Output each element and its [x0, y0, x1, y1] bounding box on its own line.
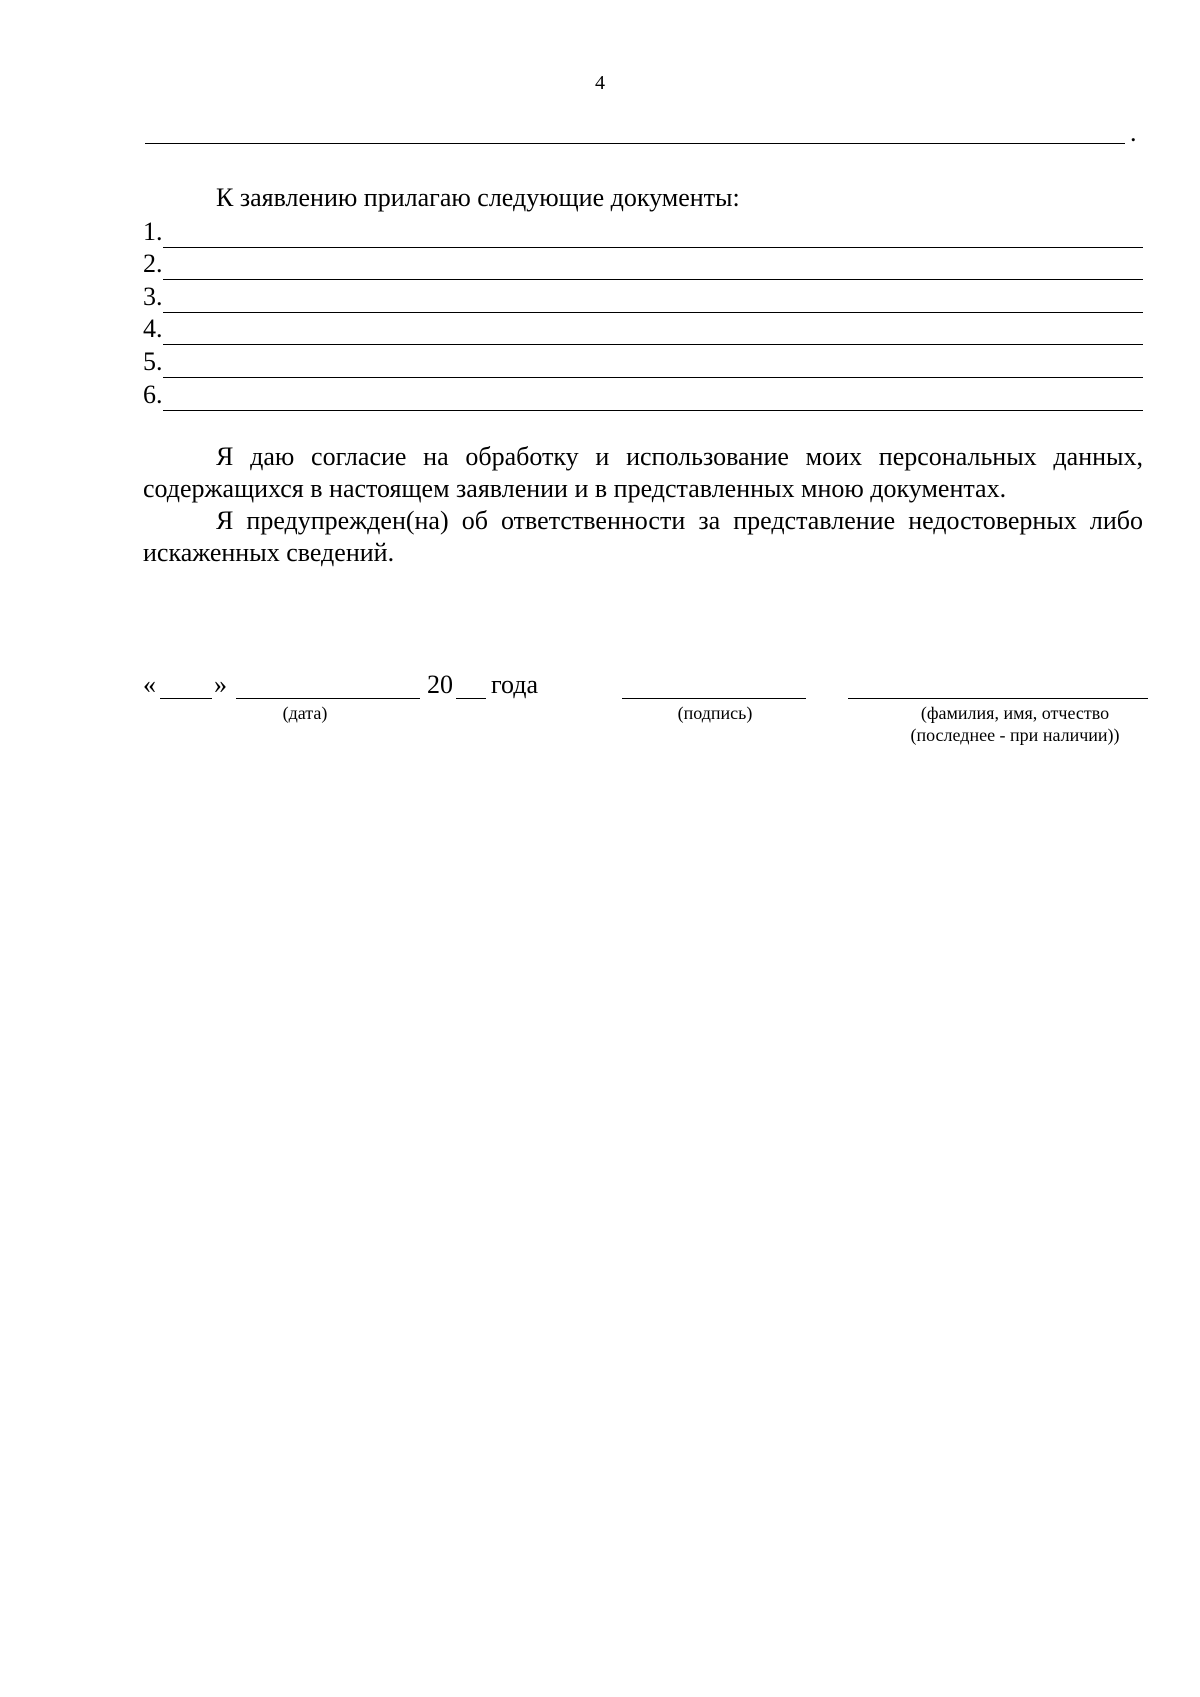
list-item — [143, 248, 1143, 281]
list-item — [143, 313, 1143, 346]
list-item-number: 3. — [143, 281, 163, 311]
signature-fill-line[interactable] — [622, 698, 806, 699]
list-item-fill-line[interactable] — [163, 279, 1144, 280]
date-caption: (дата) — [282, 703, 328, 723]
list-item — [143, 378, 1143, 411]
list-item-fill-line[interactable] — [163, 247, 1144, 248]
list-item — [143, 345, 1143, 378]
list-item-fill-line[interactable] — [163, 377, 1144, 378]
list-item-fill-line[interactable] — [163, 312, 1144, 313]
list-item-fill-line[interactable] — [163, 344, 1144, 345]
attachments-heading: К заявлению прилагаю следующие документы: — [216, 183, 740, 212]
list-item — [143, 215, 1143, 248]
liability-paragraph: Я предупрежден(на) об ответственности за представление недостоверных либо искаженных сведений. — [143, 506, 1143, 567]
list-item-fill-line[interactable] — [163, 410, 1144, 411]
list-item-number: 2. — [143, 249, 163, 279]
full-name-caption-line1: (фамилия, имя, отчество — [920, 703, 1110, 723]
attachments-list — [143, 215, 1143, 411]
year-word: года — [491, 670, 539, 699]
consent-paragraph: Я даю согласие на обработку и использование моих персональных данных, содержащихся в настоящем заявлении и в представленных мною документах. — [143, 442, 1143, 503]
quote-close: » — [214, 670, 227, 699]
page-number: 4 — [595, 72, 605, 94]
day-fill-line[interactable] — [160, 698, 212, 699]
full-name-fill-line[interactable] — [848, 698, 1148, 699]
signature-caption: (подпись) — [677, 703, 753, 723]
top-line-period: . — [1130, 118, 1137, 147]
month-fill-line[interactable] — [236, 698, 420, 699]
list-item — [143, 280, 1143, 313]
list-item-number: 5. — [143, 346, 163, 376]
list-item-number: 6. — [143, 379, 163, 409]
year-prefix: 20 — [427, 670, 453, 699]
full-name-caption-line2: (последнее - при наличии)) — [910, 725, 1120, 745]
top-fill-line — [145, 143, 1125, 144]
list-item-number: 1. — [143, 216, 163, 246]
quote-open: « — [143, 670, 156, 699]
list-item-number: 4. — [143, 314, 163, 344]
year-fill-line[interactable] — [456, 698, 486, 699]
